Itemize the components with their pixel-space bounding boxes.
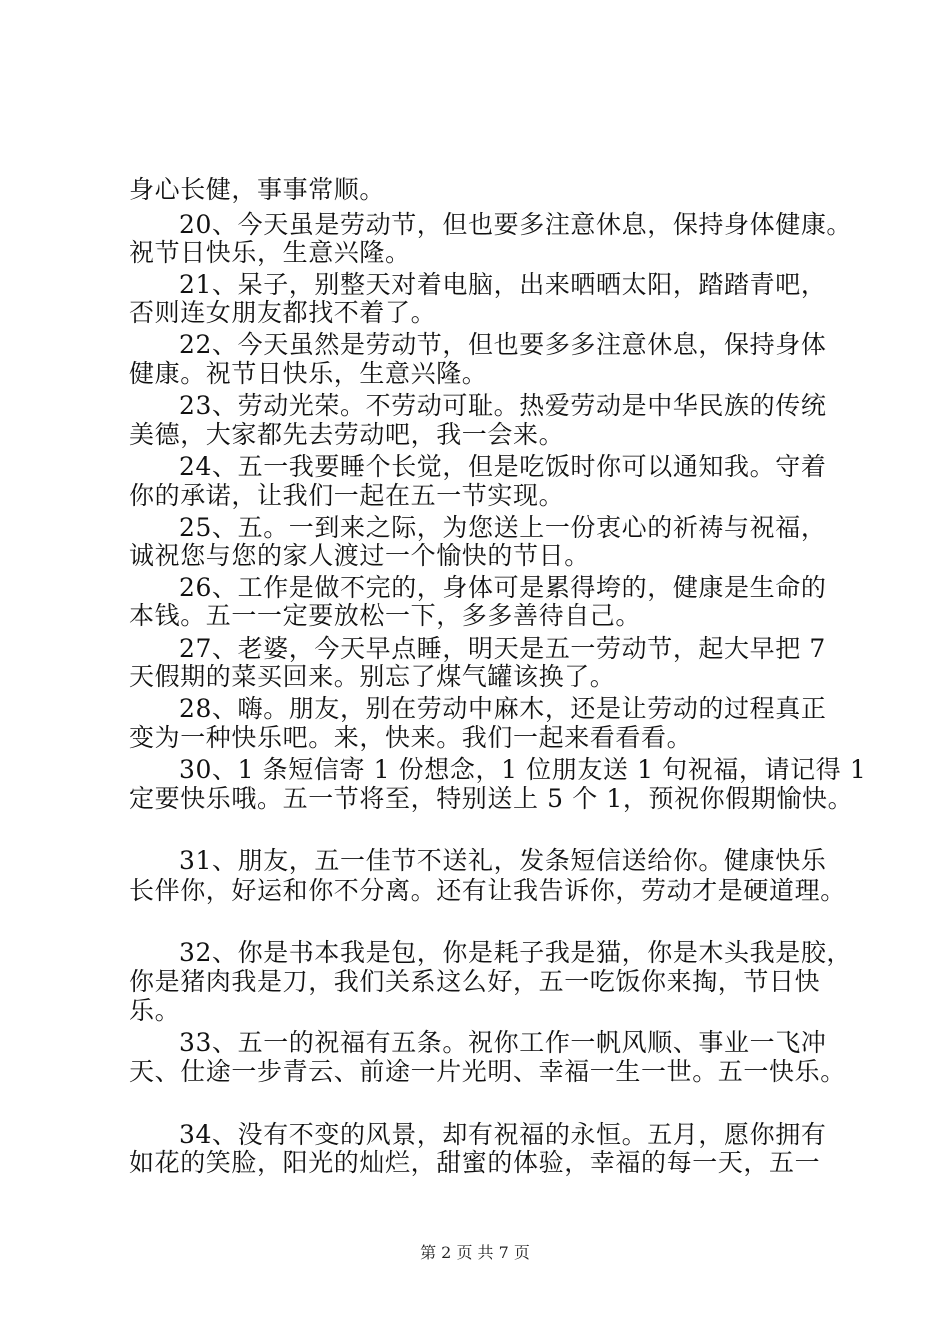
text-line: 身心长健，事事常顺。 (129, 175, 386, 204)
text-line: 27、老婆，今天早点睡，明天是五一劳动节，起大早把 7 (179, 634, 826, 663)
text-line: 32、你是书本我是包，你是耗子我是猫，你是木头我是胶， (179, 938, 853, 967)
page-footer: 第 2 页 共 7 页 (420, 1243, 530, 1262)
text-line: 否则连女朋友都找不着了。 (129, 298, 437, 327)
text-line: 美德，大家都先去劳动吧，我一会来。 (129, 420, 565, 449)
text-line: 23、劳动光荣。不劳动可耻。热爱劳动是中华民族的传统 (179, 391, 827, 420)
text-line: 长伴你，好运和你不分离。还有让我告诉你，劳动才是硬道理。 (129, 876, 846, 905)
text-line: 30、1 条短信寄 1 份想念，1 位朋友送 1 句祝福，请记得 1 (179, 755, 867, 784)
text-line: 28、嗨。朋友，别在劳动中麻木，还是让劳动的过程真正 (179, 694, 827, 723)
text-line: 如花的笑脸，阳光的灿烂，甜蜜的体验，幸福的每一天，五一 (129, 1148, 821, 1177)
text-line: 本钱。五一一定要放松一下，多多善待自己。 (129, 601, 642, 630)
text-line: 24、五一我要睡个长觉，但是吃饭时你可以通知我。守着 (179, 452, 827, 481)
text-line: 诚祝您与您的家人渡过一个愉快的节日。 (129, 541, 590, 570)
text-line: 25、五。一到来之际，为您送上一份衷心的祈祷与祝福， (179, 513, 827, 542)
text-line: 天、仕途一步青云、前途一片光明、幸福一生一世。五一快乐。 (129, 1057, 846, 1086)
text-line: 定要快乐哦。五一节将至，特别送上 5 个 1，预祝你假期愉快。 (129, 784, 854, 813)
text-line: 33、五一的祝福有五条。祝你工作一帆风顺、事业一飞冲 (179, 1028, 827, 1057)
text-line: 21、呆子，别整天对着电脑，出来晒晒太阳，踏踏青吧， (179, 270, 827, 299)
text-line: 20、今天虽是劳动节，但也要多注意休息，保持身体健康。 (179, 210, 853, 239)
text-line: 乐。 (129, 996, 181, 1025)
text-line: 31、朋友，五一佳节不送礼，发条短信送给你。健康快乐 (179, 846, 827, 875)
text-line: 34、没有不变的风景，却有祝福的永恒。五月，愿你拥有 (179, 1120, 827, 1149)
text-line: 26、工作是做不完的，身体可是累得垮的，健康是生命的 (179, 573, 827, 602)
text-line: 变为一种快乐吧。来，快来。我们一起来看看看。 (129, 723, 693, 752)
text-line: 祝节日快乐，生意兴隆。 (129, 238, 411, 267)
text-line: 你的承诺，让我们一起在五一节实现。 (129, 481, 565, 510)
text-line: 天假期的菜买回来。别忘了煤气罐该换了。 (129, 662, 616, 691)
text-line: 你是猪肉我是刀，我们关系这么好，五一吃饭你来掏，节日快 (129, 967, 821, 996)
text-line: 健康。祝节日快乐，生意兴隆。 (129, 359, 488, 388)
text-line: 22、今天虽然是劳动节，但也要多多注意休息，保持身体 (179, 330, 827, 359)
